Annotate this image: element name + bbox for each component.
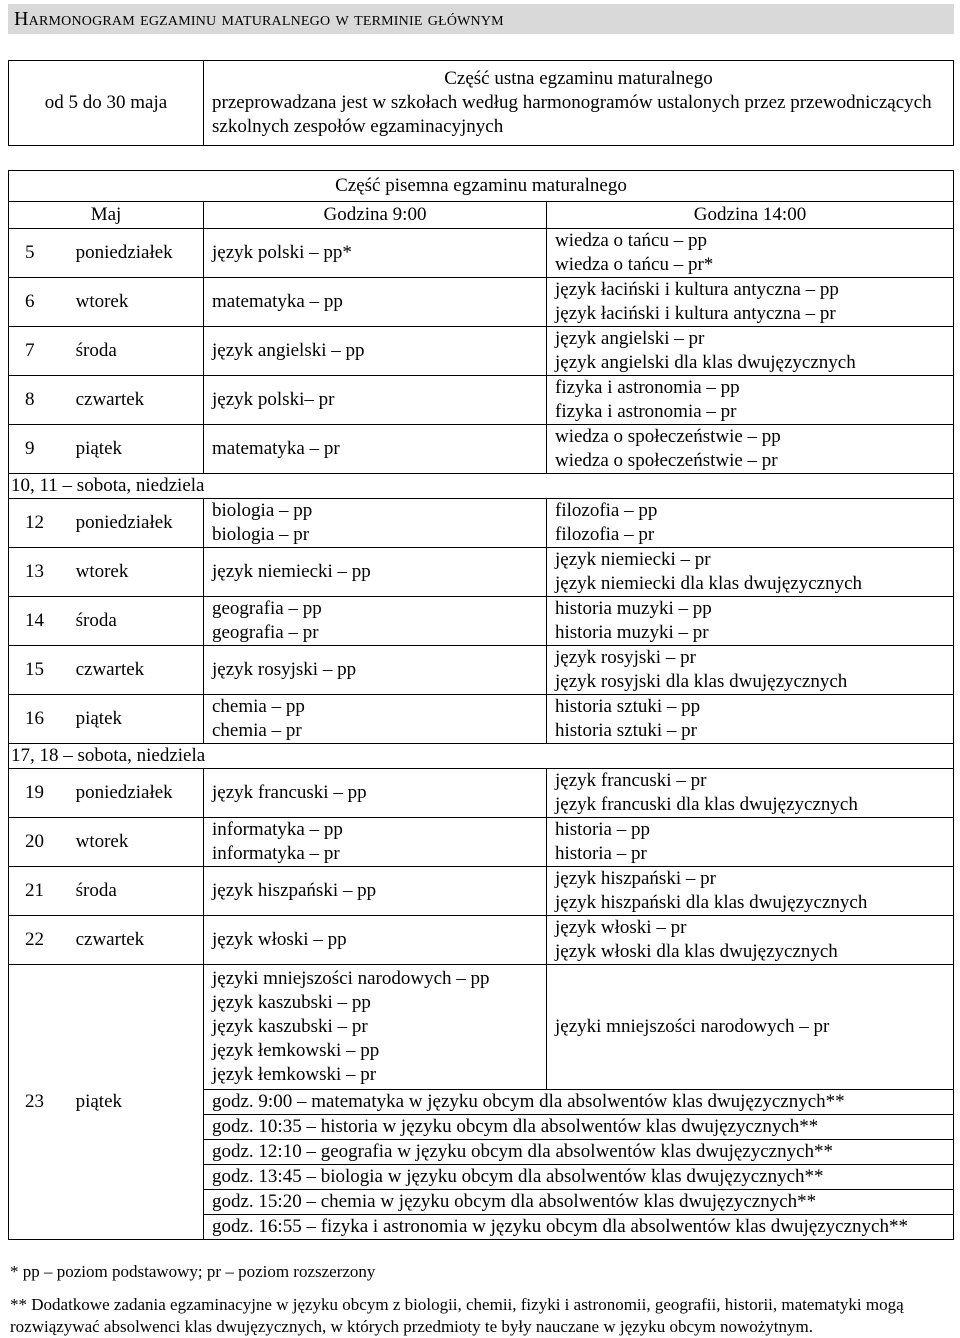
morning-exams — [204, 597, 547, 646]
oral-description — [204, 61, 954, 146]
exam-subject: język francuski – pr — [555, 770, 707, 791]
exam-subject: historia muzyki – pr — [555, 622, 709, 643]
exam-subject: język hiszpański – pr — [555, 868, 716, 889]
day-name: poniedziałek — [68, 229, 204, 278]
exam-subject: język łemkowski – pr — [212, 1064, 377, 1085]
afternoon-exams — [547, 867, 954, 916]
morning-exams — [204, 327, 547, 376]
morning-exams — [204, 229, 547, 278]
exam-subject: wiedza o tańcu – pr* — [555, 254, 714, 275]
exam-subject: język włoski dla klas dwujęzycznych — [555, 941, 838, 962]
exam-subject: język angielski – pp — [212, 340, 365, 361]
day-name: wtorek — [68, 278, 204, 327]
exam-day-row — [9, 376, 954, 425]
exam-subject: wiedza o społeczeństwie – pp — [555, 426, 781, 447]
exam-day-row — [9, 229, 954, 278]
afternoon-exams — [547, 376, 954, 425]
afternoon-exams: języki mniejszości narodowych – pr — [547, 965, 954, 1090]
day-name: czwartek — [68, 376, 204, 425]
exam-subject: biologia – pp — [212, 500, 313, 521]
exam-subject: historia sztuki – pr — [555, 720, 697, 741]
day-number: 19 — [9, 769, 68, 818]
exam-subject: historia – pr — [555, 843, 647, 864]
footnote-levels — [10, 1261, 375, 1283]
day-number: 6 — [9, 278, 68, 327]
day-name: czwartek — [68, 646, 204, 695]
weekend-label: 17, 18 – sobota, niedziela — [9, 744, 954, 769]
bilingual-exam: godz. 16:55 – fizyka i astronomia w języku obcym dla absolwentów klas dwujęzycznych** — [204, 1215, 954, 1240]
exam-day-row — [9, 646, 954, 695]
afternoon-exams — [547, 229, 954, 278]
bilingual-exam: godz. 12:10 – geografia w języku obcym dla absolwentów klas dwujęzycznych** — [204, 1140, 954, 1165]
afternoon-exams — [547, 327, 954, 376]
written-exam-table — [8, 170, 954, 1240]
exam-subject: język łemkowski – pp — [212, 1040, 380, 1061]
exam-day-row — [9, 818, 954, 867]
exam-subject: język hiszpański – pp — [212, 880, 377, 901]
morning-exams — [204, 499, 547, 548]
afternoon-exams — [547, 597, 954, 646]
exam-subject: historia muzyki – pp — [555, 598, 712, 619]
footnote-bilingual — [10, 1294, 950, 1338]
footnote-bilingual-text: ** Dodatkowe zadania egzaminacyjne w języku obcym z biologii, chemii, fizyki i astronomii, geografii, historii, matematyki mogą rozwiązywać absolwenci klas dwujęzycznych, w których przedmioty te były nauczane w języku obcym nowożytnym. — [10, 1295, 904, 1336]
day-number: 22 — [9, 916, 68, 965]
day-number: 9 — [9, 425, 68, 474]
afternoon-exams — [547, 499, 954, 548]
exam-subject: język niemiecki dla klas dwujęzycznych — [555, 573, 863, 594]
exam-subject: filozofia – pr — [555, 524, 655, 545]
oral-heading: Część ustna egzaminu maturalnego — [444, 68, 713, 89]
exam-subject: język niemiecki – pp — [212, 561, 371, 582]
morning-exams — [204, 425, 547, 474]
exam-subject: język francuski dla klas dwujęzycznych — [555, 794, 858, 815]
exam-subject: geografia – pp — [212, 598, 322, 619]
exam-subject: język rosyjski – pr — [555, 647, 696, 668]
exam-day-row — [9, 548, 954, 597]
day-number: 7 — [9, 327, 68, 376]
exam-subject: historia sztuki – pp — [555, 696, 701, 717]
exam-subject: biologia – pr — [212, 524, 310, 545]
day-number: 14 — [9, 597, 68, 646]
morning-exams — [204, 548, 547, 597]
exam-day-row — [9, 695, 954, 744]
exam-subject: język niemiecki – pr — [555, 549, 711, 570]
bilingual-exam: godz. 13:45 – biologia w języku obcym dla absolwentów klas dwujęzycznych** — [204, 1165, 954, 1190]
exam-subject: chemia – pr — [212, 720, 302, 741]
exam-subject: język łaciński i kultura antyczna – pr — [555, 303, 836, 324]
afternoon-exams — [547, 695, 954, 744]
exam-subject: język angielski – pr — [555, 328, 705, 349]
morning-exams — [204, 916, 547, 965]
day-name: piątek — [68, 425, 204, 474]
bilingual-exam: godz. 15:20 – chemia w języku obcym dla absolwentów klas dwujęzycznych** — [204, 1190, 954, 1215]
morning-exams — [204, 646, 547, 695]
exam-subject: wiedza o społeczeństwie – pr — [555, 450, 778, 471]
exam-subject: języki mniejszości narodowych – pp — [212, 968, 490, 989]
bilingual-exam: godz. 9:00 – matematyka w języku obcym dla absolwentów klas dwujęzycznych** — [204, 1090, 954, 1115]
exam-subject: informatyka – pp — [212, 819, 343, 840]
exam-subject: chemia – pp — [212, 696, 305, 717]
exam-subject: język łaciński i kultura antyczna – pp — [555, 279, 839, 300]
day-number: 15 — [9, 646, 68, 695]
weekend-row — [9, 744, 954, 769]
weekend-label: 10, 11 – sobota, niedziela — [9, 474, 954, 499]
day-number: 8 — [9, 376, 68, 425]
day-name: środa — [68, 867, 204, 916]
exam-subject: język hiszpański dla klas dwujęzycznych — [555, 892, 868, 913]
exam-subject: język rosyjski dla klas dwujęzycznych — [555, 671, 848, 692]
exam-subject: język kaszubski – pp — [212, 992, 371, 1013]
exam-day-row — [9, 597, 954, 646]
day-number: 16 — [9, 695, 68, 744]
oral-dates: od 5 do 30 maja — [9, 61, 204, 146]
day-name: wtorek — [68, 818, 204, 867]
exam-subject: geografia – pr — [212, 622, 319, 643]
afternoon-exams — [547, 548, 954, 597]
morning-exams — [204, 818, 547, 867]
day-number: 12 — [9, 499, 68, 548]
day-number: 20 — [9, 818, 68, 867]
day-name: piątek — [68, 965, 204, 1240]
exam-day-row — [9, 965, 954, 1090]
exam-day-row — [9, 769, 954, 818]
exam-subject: język rosyjski – pp — [212, 659, 357, 680]
afternoon-exams — [547, 818, 954, 867]
day-name: środa — [68, 327, 204, 376]
exam-subject: filozofia – pp — [555, 500, 658, 521]
day-number: 5 — [9, 229, 68, 278]
day-number: 13 — [9, 548, 68, 597]
exam-subject: matematyka – pr — [212, 438, 340, 459]
page-title: Harmonogram egzaminu maturalnego w terminie głównym — [8, 4, 954, 34]
day-name: wtorek — [68, 548, 204, 597]
afternoon-exams — [547, 646, 954, 695]
exam-subject: język włoski – pr — [555, 917, 687, 938]
morning-exams — [204, 376, 547, 425]
exam-subject: historia – pp — [555, 819, 650, 840]
bilingual-exam: godz. 10:35 – historia w języku obcym dla absolwentów klas dwujęzycznych** — [204, 1115, 954, 1140]
exam-subject: język angielski dla klas dwujęzycznych — [555, 352, 856, 373]
day-number: 23 — [9, 965, 68, 1240]
day-name: środa — [68, 597, 204, 646]
column-month: Maj — [9, 202, 204, 229]
afternoon-exams — [547, 425, 954, 474]
written-heading: Część pisemna egzaminu maturalnego — [9, 171, 954, 202]
exam-day-row — [9, 327, 954, 376]
day-name: piątek — [68, 695, 204, 744]
exam-subject: język kaszubski – pr — [212, 1016, 368, 1037]
exam-subject: język polski – pp* — [212, 242, 352, 263]
exam-subject: język francuski – pp — [212, 782, 367, 803]
exam-day-row — [9, 916, 954, 965]
exam-subject: fizyka i astronomia – pp — [555, 377, 740, 398]
exam-subject: fizyka i astronomia – pr — [555, 401, 737, 422]
exam-day-row — [9, 278, 954, 327]
day-name: poniedziałek — [68, 499, 204, 548]
morning-exams — [204, 867, 547, 916]
oral-text: przeprowadzana jest w szkołach według harmonogramów ustalonych przez przewodniczących szkolnych zespołów egzaminacyjnych — [212, 92, 932, 137]
weekend-row — [9, 474, 954, 499]
morning-exams — [204, 695, 547, 744]
afternoon-exams — [547, 278, 954, 327]
morning-exams — [204, 965, 547, 1090]
column-9am: Godzina 9:00 — [204, 202, 547, 229]
exam-day-row — [9, 425, 954, 474]
day-name: poniedziałek — [68, 769, 204, 818]
exam-subject: język polski– pr — [212, 389, 335, 410]
afternoon-exams — [547, 769, 954, 818]
exam-day-row — [9, 499, 954, 548]
morning-exams — [204, 769, 547, 818]
morning-exams — [204, 278, 547, 327]
exam-subject: matematyka – pp — [212, 291, 343, 312]
oral-exam-table — [8, 60, 954, 146]
exam-subject: język włoski – pp — [212, 929, 347, 950]
day-number: 21 — [9, 867, 68, 916]
footnote-levels-text: * pp – poziom podstawowy; pr – poziom rozszerzony — [10, 1262, 376, 1281]
exam-day-row — [9, 867, 954, 916]
afternoon-exams — [547, 916, 954, 965]
exam-subject: informatyka – pr — [212, 843, 340, 864]
day-name: czwartek — [68, 916, 204, 965]
column-2pm: Godzina 14:00 — [547, 202, 954, 229]
exam-subject: wiedza o tańcu – pp — [555, 230, 707, 251]
